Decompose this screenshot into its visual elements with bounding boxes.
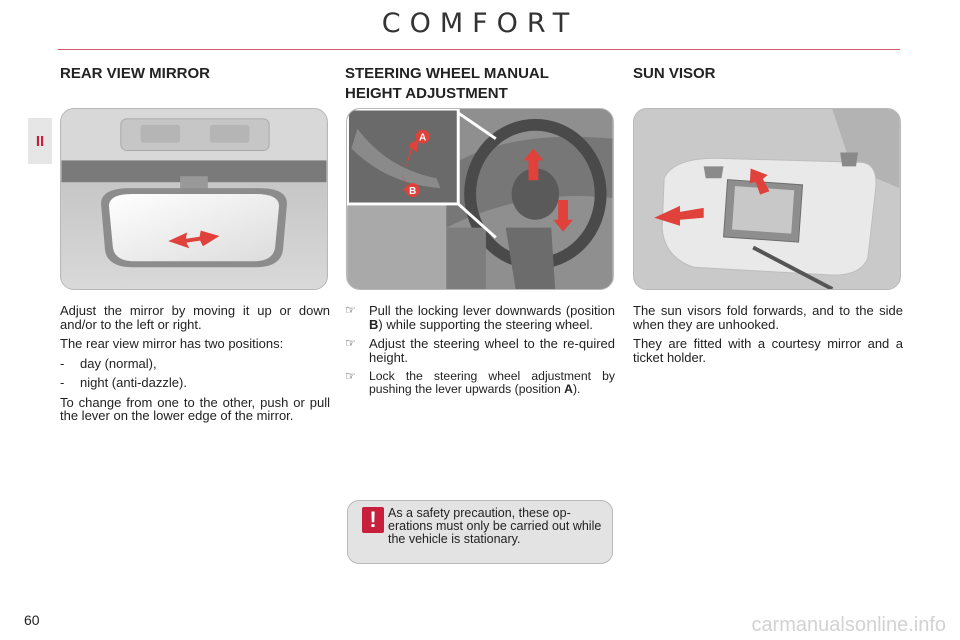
steering-step-2 (345, 337, 615, 364)
visor-illustration (633, 108, 901, 290)
mirror-section-title: REAR VIEW MIRROR (60, 65, 210, 82)
pointing-hand-icon: ☞ (345, 303, 356, 317)
page-number: 60 (24, 612, 40, 628)
callout-a-label: A (419, 132, 427, 144)
safety-warning-box (347, 500, 613, 564)
steering-section-title (345, 64, 615, 104)
step-1-text: Pull the locking lever downwards (position (369, 303, 615, 318)
visor-text (633, 304, 903, 370)
mirror-paragraph-2: The rear view mirror has two positions: (60, 336, 284, 351)
mirror-option-night-text: night (anti-dazzle). (80, 375, 187, 390)
chapter-tab (28, 118, 52, 164)
mirror-option-day-text: day (normal), (80, 355, 157, 371)
warning-icon: ! (362, 507, 384, 533)
step-3-text-end: ). (572, 382, 581, 396)
visor-section-header (633, 64, 903, 104)
header-divider (58, 49, 900, 50)
pointing-hand-icon: ☞ (345, 369, 356, 383)
page-title: COMFORT (381, 8, 579, 39)
mirror-drawing (61, 109, 327, 289)
mirror-option-night (60, 376, 330, 390)
step-3-text: Lock the steering wheel adjustment by pushing the lever upwards (position (369, 369, 615, 396)
dash-mark: - (60, 375, 65, 390)
steering-step-3 (345, 370, 615, 396)
visor-drawing (634, 109, 900, 289)
mirror-paragraph-3: To change from one to the other, push or pull the lever on the lower edge of the mirror. (60, 394, 330, 423)
mirror-illustration (60, 108, 328, 290)
chapter-tab-label: II (35, 132, 45, 150)
mirror-paragraph-1: Adjust the mirror by moving it up or down and/or to the left or right. (60, 303, 330, 332)
callout-b-label: B (409, 186, 417, 198)
step-1-text-end: ) while supporting the steering wheel. (378, 316, 594, 332)
steering-section-header (345, 64, 615, 104)
steering-step-1 (345, 304, 615, 331)
visor-section-title: SUN VISOR (633, 65, 716, 82)
visor-paragraph-1: The sun visors fold forwards, and to the side when they are unhooked. (633, 303, 903, 332)
position-b-label: B (369, 316, 379, 332)
visor-paragraph-2: They are fitted with a courtesy mirror and a ticket holder. (633, 336, 903, 365)
steering-illustration (346, 108, 614, 290)
dash-mark: - (60, 355, 65, 371)
steering-title-line1: STEERING WHEEL MANUAL (345, 65, 549, 82)
mirror-text (60, 304, 330, 429)
steering-drawing (347, 109, 613, 289)
watermark: carmanualsonline.info (751, 614, 946, 636)
steering-text (345, 304, 615, 402)
steering-title-line2: HEIGHT ADJUSTMENT (345, 85, 508, 102)
mirror-option-day (60, 357, 330, 371)
pointing-hand-icon: ☞ (345, 336, 356, 350)
step-2-text: Adjust the steering wheel to the re-quired height. (369, 336, 615, 365)
position-a-label: A (564, 382, 573, 396)
warning-text: As a safety precaution, these op-erations must only be carried out while the vehicle is stationary. (388, 506, 602, 546)
mirror-section-header (60, 64, 330, 104)
